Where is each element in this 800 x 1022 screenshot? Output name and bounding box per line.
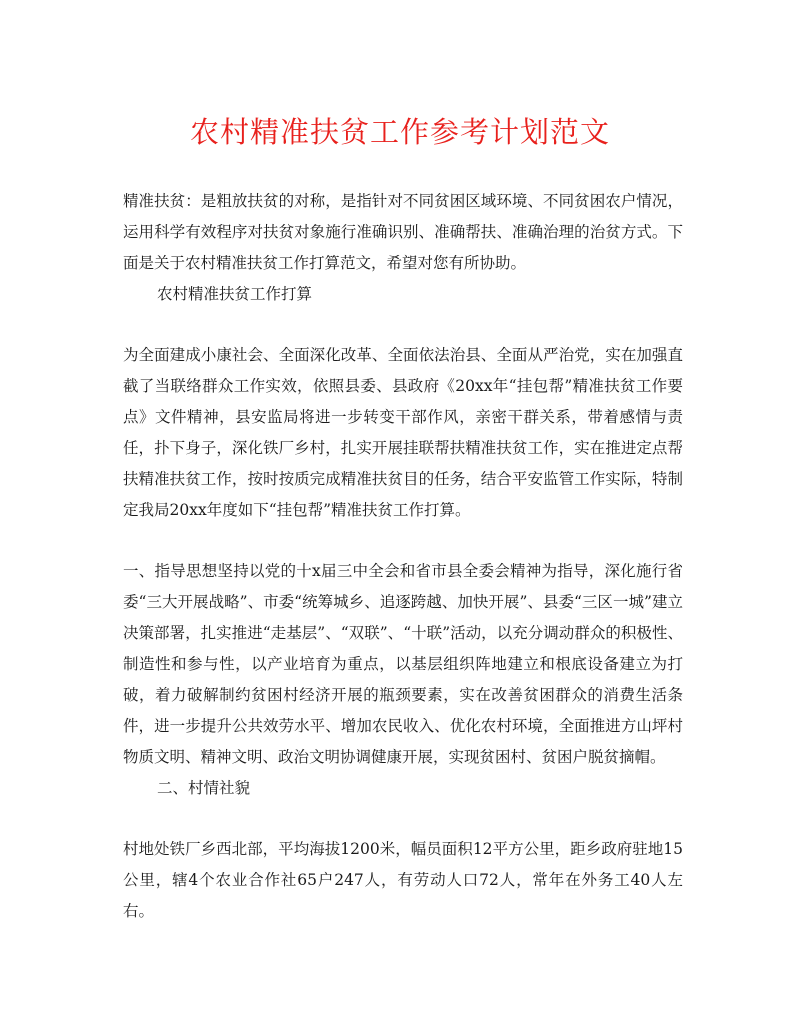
paragraph-gap <box>123 804 683 834</box>
document-title: 农村精准扶贫工作参考计划范文 <box>189 115 610 149</box>
guiding-ideology-paragraph: 一、指导思想坚持以党的十x届三中全会和省市县全委会精神为指导，深化施行省委“三大开展战略”、市委“统筹城乡、追逐跨越、加快开展”、县委“三区一城”建立决策部署，扎实推进“走基层”、“双联”、“十联”活动，以充分调动群众的积极性、制造性和参与性，以产业培育为重点，以基层组织阵地建立和根底设备建立为打破，着力破解制约贫困村经济开展的瓶颈要素，实在改善贫困群众的消费生活条件，进一步提升公共效劳水平、增加农民收入、优化农村环境，全面推进方山坪村物质文明、精神文明、政治文明协调健康开展，实现贫困村、贫困户脱贫摘帽。 <box>123 562 683 766</box>
paragraph-gap <box>123 310 683 340</box>
background-paragraph: 为全面建成小康社会、全面深化改革、全面依法治县、全面从严治党，实在加强直截了当联络群众工作实效，依照县委、县政府《20xx年“挂包帮”精准扶贫工作要点》文件精神，县安监局将进一步转变干部作风，亲密干群关系，带着感情与责任，扑下身子，深化铁厂乡村，扎实开展挂联帮扶精准扶贫工作，实在推进定点帮扶精准扶贫工作，按时按质完成精准扶贫目的任务，结合平安监管工作实际，特制定我局20xx年度如下“挂包帮”精准扶贫工作打算。 <box>123 346 683 519</box>
section-heading-plan: 农村精准扶贫工作打算 <box>157 285 313 303</box>
document-body <box>123 186 683 927</box>
intro-paragraph: 精准扶贫：是粗放扶贫的对称，是指针对不同贫困区域环境、不同贫困农户情况，运用科学有效程序对扶贫对象施行准确识别、准确帮扶、准确治理的治贫方式。下面是关于农村精准扶贫工作打算范文，希望对您有所协助。 <box>123 192 683 272</box>
section-heading-village: 二、村情社貌 <box>157 779 251 797</box>
paragraph-gap <box>123 526 683 556</box>
village-info-paragraph: 村地处铁厂乡西北部，平均海拔1200米，幅员面积12平方公里，距乡政府驻地15公里，辖4个农业合作社65户247人，有劳动人口72人，常年在外务工40人左右。 <box>123 840 683 920</box>
